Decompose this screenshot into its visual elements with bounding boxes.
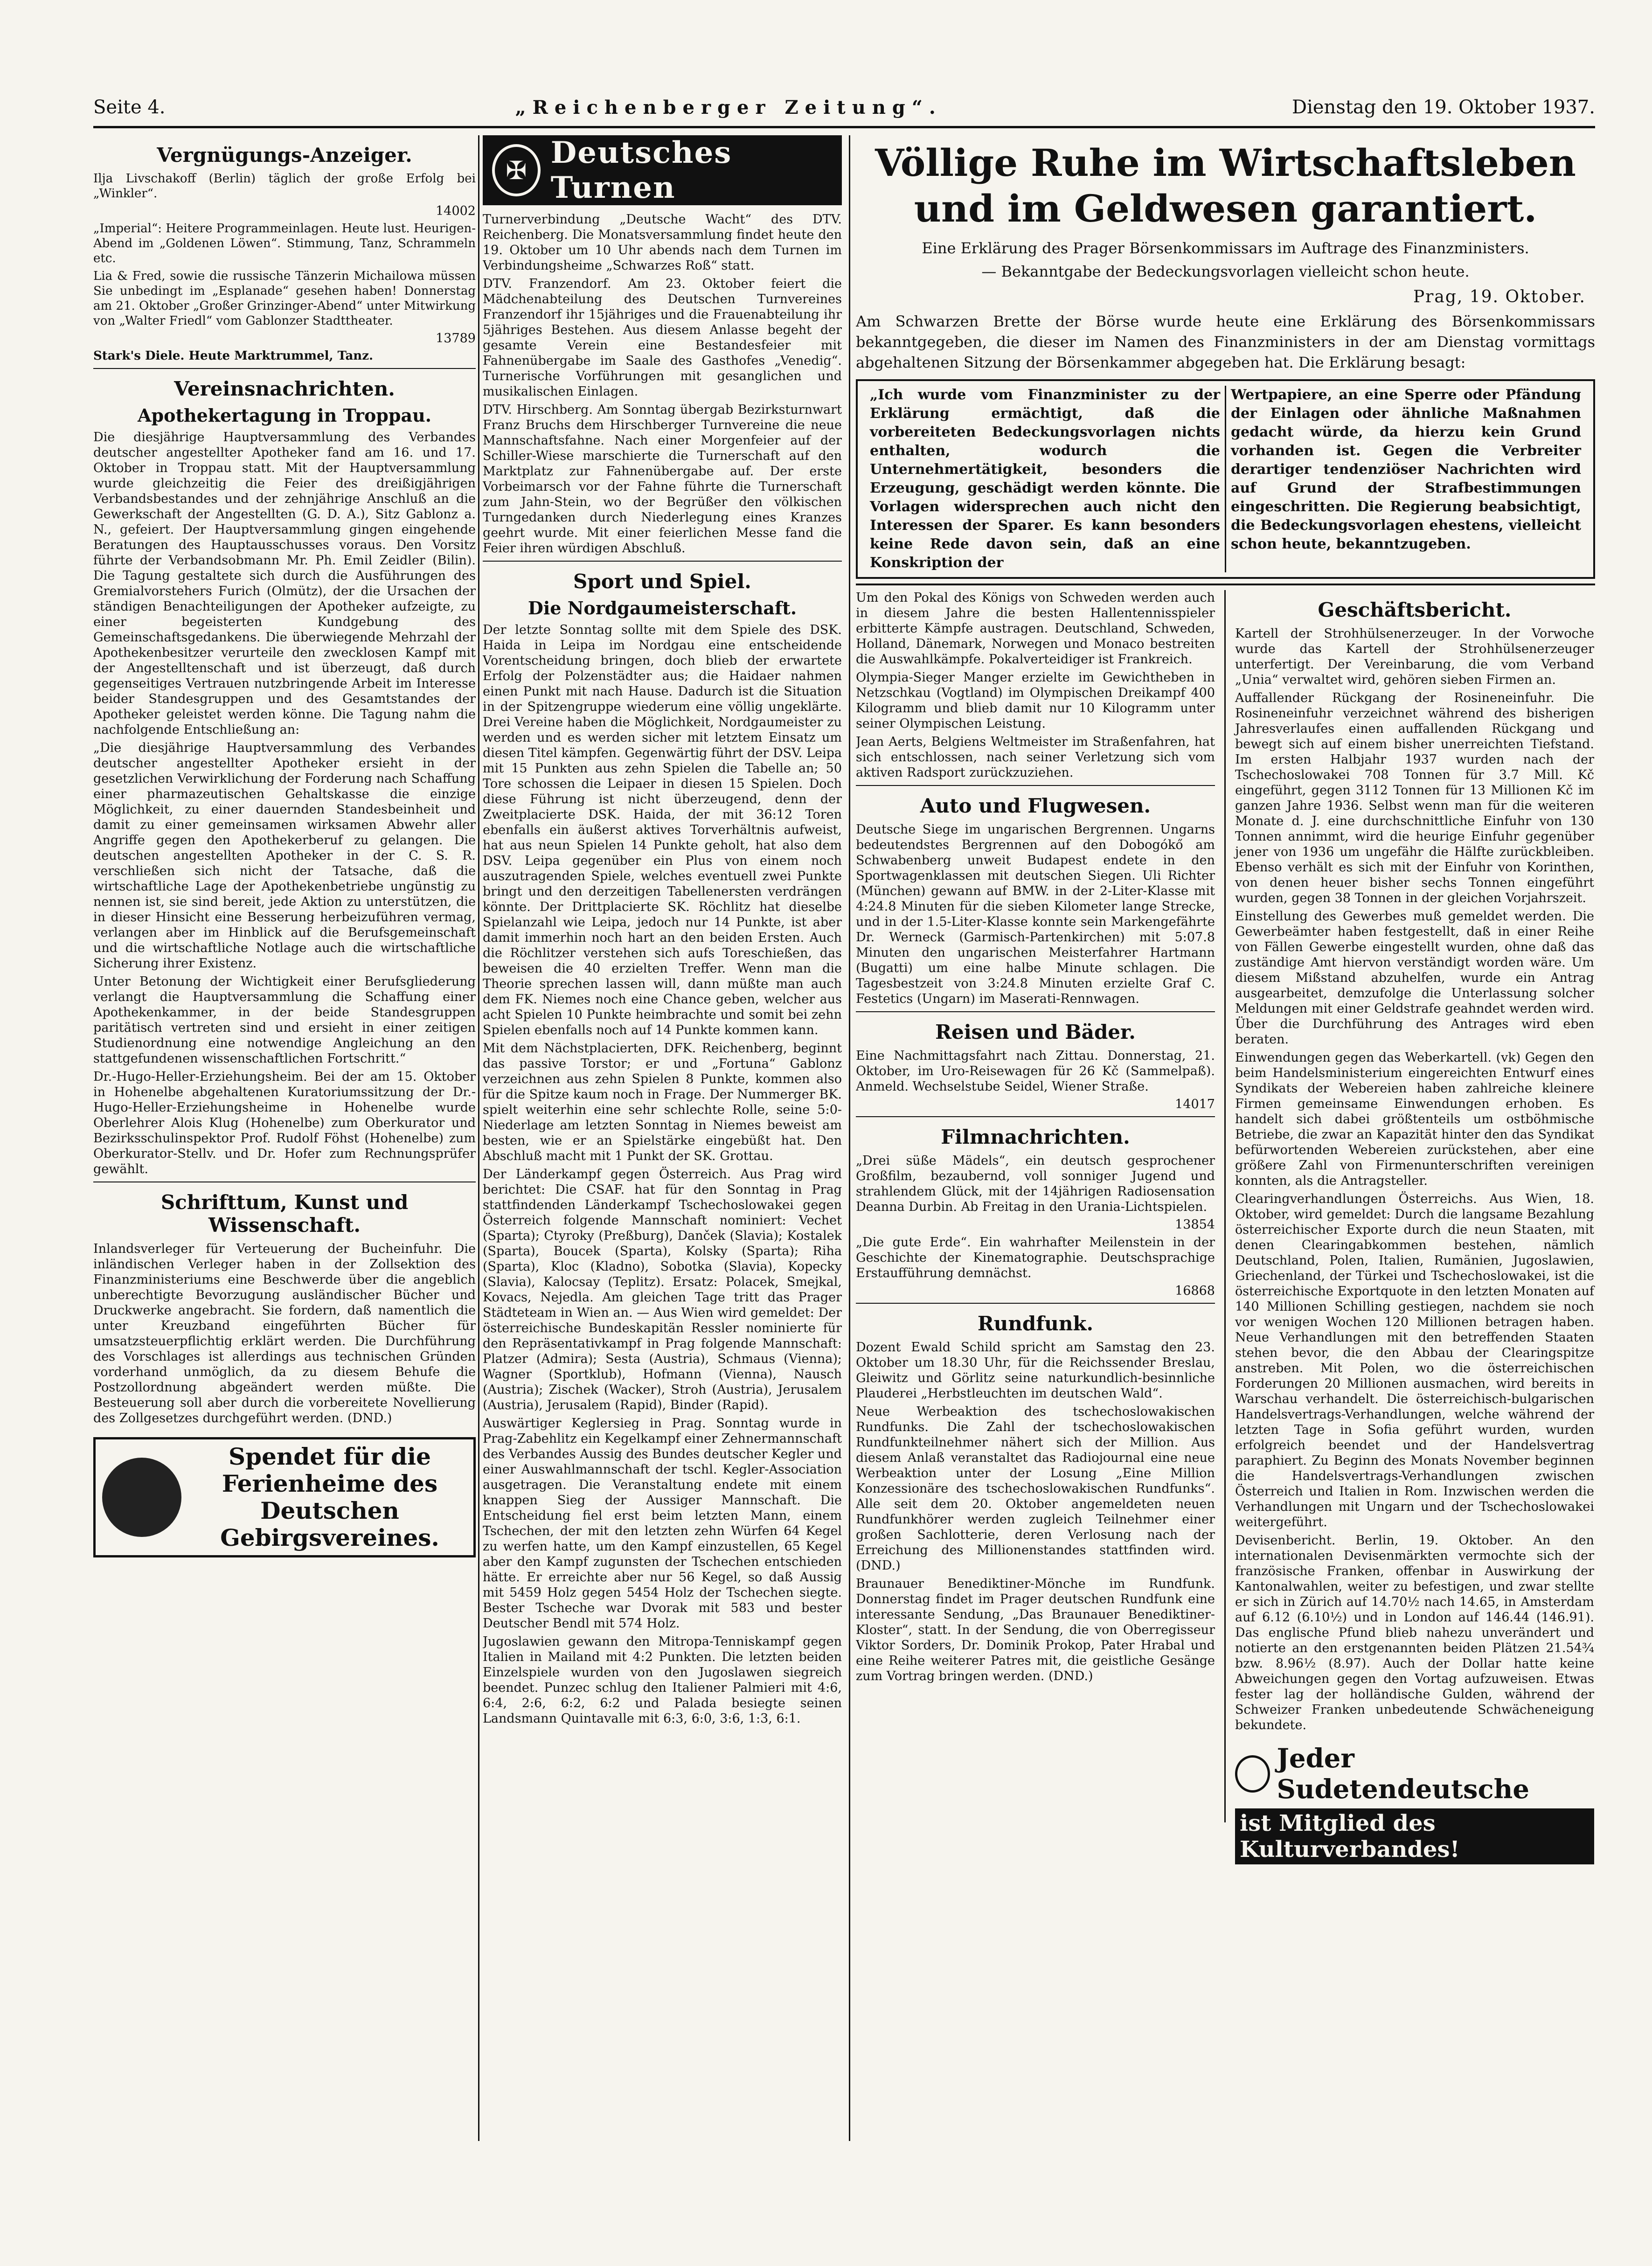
article-text: Auffallender Rückgang der Rosineneinfuhr. Die Rosineneinfuhr verzeichnet während des bisherigen Jahresverlaufes einen auffallenden Rückgang und bewegt sich auf einem bisher unerreichten Tiefstand. Im ersten Halbjahr 1937 wurden nach der Tschechoslowakei 708 Tonnen für 3.7 Mill. Kč eingeführt, gegen 3112 Tonnen für 13 Millionen Kč im ganzen Jahre 1936. Selbst wenn man für die weiteren Monate d. J. eine durchschnittliche Einfuhr von 130 Tonnen annimmt, wird die heurige Einfuhr gegenüber jener von 1936 um ungefähr die Hälfte zurückbleiben. Ebenso verhält es sich mit der Einfuhr von Korinthen, von denen heuer bisher sechs Tonnen eingeführt wurden, gegen 38 Tonnen in der gleichen Vorjahrszeit. <box>1235 691 1594 905</box>
article-text: Einstellung des Gewerbes muß gemeldet werden. Die Gewerbeämter haben festgestellt, daß in einer Reihe von Fällen Gewerbe eingestellt wurden, ohne daß das zuständige Amt hiervon verständigt worden wäre. Um diesem Mißstand abzuhelfen, wurde ein Antrag ausgearbeitet, demzufolge die Unterlassung solcher Meldungen mit einer Geldstrafe geahndet werden wird. Über die Durchführung des Antrages wird eben beraten. <box>1235 909 1594 1047</box>
ad-text: Spendet für die Ferienheime des Deutschen Gebirgsvereines. <box>220 1443 439 1551</box>
article-text: Einwendungen gegen das Weberkartell. (vk) Gegen den beim Handelsministerium eingereichten Entwurf eines Syndikats der Webereien haben zahlreiche kleinere Firmen gemeinsame Einwendungen erhoben. Es handelt sich dabei größtenteils um ostböhmische Betriebe, die zwar an Kapazität hinter den das Syndikat befürwortenden Webereien zurückstehen, aber eine größere Zahl von Firmenunterschriften vereinigen konnten, als die Antragsteller. <box>1235 1050 1594 1188</box>
subcolumn-left <box>856 590 1224 1822</box>
article-text: Der Länderkampf gegen Österreich. Aus Prag wird berichtet: Die CSAF. hat für den Sonntag in Prag stattfindenden Länderkampf Tschechoslowakei gegen Österreich folgende Mannschaft nominiert: Vechet (Sparta); Ctyroky (Preßburg), Danček (Slavia); Kostalek (Sparta), Boucek (Sparta), Kolsky (Sparta); Riha (Sparta), Kloc (Kladno), Sobotka (Slavia), Kopecky (Slavia), Kalocsay (Teplitz). Ersatz: Polacek, Smejkal, Kovacs, Nejedla. Am gleichen Tage tritt das Prager Städteteam in Wien an. — Aus Wien wird gemeldet: Der österreichische Bundeskapitän Ressler nominierte für den Repräsentativkampf in Prag folgende Mannschaft: Platzer (Admira); Sesta (Austria), Schmaus (Vienna); Wagner (Sportklub), Hofmann (Vienna), Nausch (Austria); Zischek (Wacker), Stroh (Austria), Jerusalem (Austria), Jerusalem (Rapid), Binder (Rapid). <box>483 1167 842 1412</box>
article-text: Deutsche Siege im ungarischen Bergrennen. Ungarns bedeutendstes Bergrennen auf den Dobogókő am Schwabenberg unweit Budapest endete in den Sportwagenklassen mit deutschen Siegen. Uli Richter (München) gewann auf BMW. in der 2-Liter-Klasse mit 4:24.8 Minuten für die sieben Kilometer lange Strecke, und in der 1.5-Liter-Klasse konnte sein Markengefährte Dr. Werneck (Garmisch-Partenkirchen) mit 5:07.8 Minuten den ungarischen Meisterfahrer Hartmann (Bugatti) um eine halbe Minute schlagen. Die Tagesbestzeit von 3:24.8 Minuten erzielte Graf C. Festetics (Ungarn) im Maserati-Rennwagen. <box>856 822 1215 1006</box>
article-text: Jugoslawien gewann den Mitropa-Tenniskampf gegen Italien in Mailand mit 4:2 Punkten. Die letzten beiden Einzelspiele wurden von den Jugoslawen siegreich beendet. Punzec schlug den Italiener Palmieri mit 4:6, 6:4, 2:6, 6:2, 6:2 und Palada besiegte seinen Landsmann Quintavalle mit 6:3, 6:0, 3:6, 1:3, 6:1. <box>483 1634 842 1726</box>
declaration-text: „Ich wurde vom Finanzminister zu der Erklärung ermächtigt, daß die vorbereiteten Bedeckungsvorlagen nichts enthalten, wodurch die Unternehmertätigkeit, besonders die Erzeugung, geschädigt werden könnte. Die Vorlagen widersprechen auch nicht den Interessen der Sparer. Es kann besonders keine Rede davon sein, daß an eine Konskription der <box>870 387 1220 571</box>
section-banner <box>483 135 842 205</box>
dateline: Prag, 19. Oktober. <box>1413 287 1586 306</box>
article-title: Die Nordgaumeisterschaft. <box>528 598 797 619</box>
divider <box>856 1011 1215 1012</box>
page-header <box>93 91 1595 124</box>
divider <box>856 1303 1215 1304</box>
article-text: Neue Werbeaktion des tschechoslowakischen Rundfunks. Die Zahl der tschechoslowakischen Rundfunkteilnehmer nähert sich der Million. Aus diesem Anlaß veranstaltet das Radiojournal eine neue Werbeaktion unter der Losung „Eine Million Konzessionäre des tschechoslowakischen Rundfunks“. Alle seit dem 20. Oktober angemeldeten neuen Rundfunkhörer werden zugleich Teilnehmer einer großen Sachlotterie, deren Verlosung nach der Erreichung des Millionenstandes stattfinden wird. (DND.) <box>856 1404 1215 1573</box>
article-text: Die diesjährige Hauptversammlung des Verbandes deutscher angestellter Apotheker fand am 16. und 17. Oktober in Troppau statt. Mit der Hauptversammlung wurde gleichzeitig die Feier des dreißigjährigen Verbandsbestandes und der zehnjährige Anschluß an die Gewerkschaft der Angestellten (G. D. A.), Sitz Gablonz a. N., gefeiert. Der Hauptversammlung gingen eingehende Beratungen des Hauptausschusses voraus. Den Vorsitz führte der Verbandsobmann Mr. Ph. Emil Zeidler (Bilin). Die Tagung gestaltete sich durch die Ausführungen des Gremialvorstehers Furich (Olmütz), der die Ursachen der ständigen Benachteiligungen der Apotheker aufzeigte, zu einer begeisterten Kundgebung des Gemeinschaftsgedankens. Die überwiegende Mehrzahl der Apothekenbesitzer verurteile den zwecklosen Kampf mit der Angestelltenschaft und ist überzeugt, daß durch gegenseitiges Vertrauen nutzbringende Arbeit im Interesse beider Standesgruppen und des Gesamtstandes der Apotheker geleistet werden könne. Die Tagung nahm die nachfolgende Entschließung an: <box>93 430 476 737</box>
subcolumns <box>856 590 1595 1863</box>
issue-date: Dienstag den 19. Oktober 1937. <box>1292 97 1595 118</box>
section-title: Sport und Spiel. <box>573 570 751 593</box>
lead-text: Am Schwarzen Brette der Börse wurde heute eine Erklärung des Börsenkommissars bekanntgegeben, die dieser im Namen des Finanzministers in der am Dienstag vormittags abgehaltenen Sitzung der Börsenkammer abgegeben hat. Die Erklärung besagt: <box>856 313 1595 371</box>
advertisement-ferienheime <box>93 1437 476 1557</box>
section-title: Rundfunk. <box>977 1312 1094 1335</box>
ad-text: ist Mitglied des Kulturverbandes! <box>1235 1808 1594 1864</box>
article-text: DTV. Hirschberg. Am Sonntag übergab Bezirksturnwart Franz Bruchs dem Hirschberger Turnvereine die neue Mannschaftsfahne. Nach einer Morgenfeier auf der Schiller-Wiese marschierte die Turnerschaft auf den Marktplatz zur Fahnenübergabe auf. Der erste Vorbeimarsch vor der Fahne führte die Turnerschaft zum Jahn-Stein, wo der Begrüßer den völkischen Turngedanken durch Niederlegung eines Kranzes geehrt wurde. Mit einer feierlichen Messe fand die Feier ihren würdigen Abschluß. <box>483 403 842 556</box>
ad-number: 14017 <box>1175 1097 1215 1112</box>
masthead: „Reichenberger Zeitung“. <box>515 96 942 118</box>
column-2 <box>483 135 842 2141</box>
article-text: Devisenbericht. Berlin, 19. Oktober. An den internationalen Devisenmärkten vermochte sich der französische Franken, offenbar in Auswirkung der Kantonalwahlen, weiter zu befestigen, und zwar stellte er sich in Zürich auf 14.70½ nach 14.65, in Amsterdam auf 6.12 (6.10½) und in London auf 146.44 (146.91). Das englische Pfund blieb nahezu unverändert und notierte an den erstgenannten beiden Plätzen 21.54¾ bzw. 8.96½ (8.97). Auch der Dollar hatte keine Abweichungen gegen den Vortag aufzuweisen. Etwas fester lag der holländische Gulden, während der Schweizer Franken unbedeutende Schwächeneigung bekundete. <box>1235 1533 1594 1732</box>
section-title: Vergnügungs-Anzeiger. <box>157 144 412 167</box>
section-title: Reisen und Bäder. <box>935 1021 1136 1043</box>
deck-line: — Bekanntgabe der Bedeckungsvorlagen vielleicht schon heute. <box>981 263 1470 280</box>
section-title: Vereinsnachrichten. <box>174 377 395 400</box>
divider <box>856 1116 1215 1117</box>
page-number: Seite 4. <box>93 97 166 118</box>
divider <box>856 785 1215 786</box>
section-title: Schrifttum, Kunst und Wissenschaft. <box>160 1191 409 1237</box>
article-text: Olympia-Sieger Manger erzielte im Gewichtheben in Netzschkau (Vogtland) im Olympischen Dreikampf 400 Kilogramm und blieb damit nur 10 Kilogramm unter seiner Olympischen Leistung. <box>856 670 1215 731</box>
article-text: Auswärtiger Keglersieg in Prag. Sonntag wurde in Prag-Zabehlitz ein Kegelkampf einer Zehnermannschaft des Verbandes Aussig des Bundes deutscher Kegler und einer Auswahlmannschaft der tschl. Kegler-Association ausgetragen. Die Veranstaltung endete mit einem knappen Sieg der Aussiger Mannschaft. Die Entscheidung fiel erst beim letzten Mann, einem Tschechen, der mit den letzten zehn Würfen 64 Kegel zu werfen hatte, um den Kampf einzustellen, 65 Kegel aber den Kampf zugunsten der Tschechen entschieden hätte. Er erreichte aber nur 56 Kegel, so daß Aussig mit 5459 Holz gegen 5454 Holz der Tschechen siegte. Bester Tscheche war Dvorak mit 583 und bester Deutscher Bendl mit 574 Holz. <box>483 1416 842 1631</box>
kulturverband-logo-icon <box>1235 1755 1270 1793</box>
article-text: Unter Betonung der Wichtigkeit einer Berufsgliederung verlangt die Hauptversammlung die Schaffung einer Apothekenkammer, in der beide Standesgruppen paritätisch vertreten sind und ersieht in einer zeitigen Studienordnung eine notwendige Angleichung an den stattgefundenen wissenschaftlichen Fortschritt.“ <box>93 974 476 1066</box>
article-text: Kartell der Strohhülsenerzeuger. In der Vorwoche wurde das Kartell der Strohhülsenerzeuger unterfertigt. Der Vereinbarung, die vom Verband „Unia“ verwaltet wird, gehören sieben Firmen an. <box>1235 626 1594 687</box>
article-text: „Die gute Erde“. Ein wahrhafter Meilenstein in der Geschichte der Kinematographie. Deutschsprachige Erstaufführung demnächst. <box>856 1235 1215 1280</box>
right-block <box>856 135 1595 2141</box>
article-text: „Imperial“: Heitere Programmeinlagen. Heute lust. Heurigen-Abend im „Goldenen Löwen“. Stimmung, Tanz, Schrammeln etc. <box>93 222 476 265</box>
article-text: Inlandsverleger für Verteuerung der Bucheinfuhr. Die inländischen Verleger haben in der Zollsektion des Finanzministeriums eine Beschwerde über die angeblich unberechtigte Bevorzugung ausländischer Bücher und Druckwerke angebracht. Sie fordern, daß namentlich die unter Kreuzband eingeführten Bücher für umsatzsteuerpflichtig erklärt werden. Die Durchführung des Vorschlages ist allerdings aus technischen Gründen vorderhand unmöglich, da zu diesem Behufe die Postzollordnung abgeändert werden müßte. Die Besteuerung soll aber durch die vorbereitete Novellierung des Zollgesetzes durchgeführt werden. (DND.) <box>93 1242 476 1425</box>
ad-line <box>1235 1743 1594 1805</box>
declaration-text: Wertpapiere, an eine Sperre oder Pfändung der Einlagen oder ähnliche Maßnahmen gedacht würde, da hierzu kein Grund vorhanden ist. Gegen die Verbreiter derartiger tendenziöser Nachrichten wird auf Grund der Strafbestimmungen eingeschritten. Die Regierung beabsichtigt, die Bedeckungsvorlagen ehestens, vielleicht schon heute, bekanntzugeben. <box>1225 386 1586 572</box>
article-text: Turnerverbindung „Deutsche Wacht“ des DTV. Reichenberg. Die Monatsversammlung findet heute den 19. Oktober um 10 Uhr abends nach dem Turnen im Verbindungsheime „Schwarzes Roß“ statt. <box>483 212 842 273</box>
subcolumn-right <box>1224 590 1594 1863</box>
column-rule <box>478 135 479 2141</box>
article-text: Mit dem Nächstplacierten, DFK. Reichenberg, beginnt das passive Torstor; er und „Fortuna“ Gablonz verzeichnen aus zehn Spielen 8 Punkte, kommen also für die Spitze kaum noch in Frage. Der Nummerger BK. spielt weiterhin eine sehr schlechte Rolle, seine 5:0-Niederlage am letzten Sonntag in Niemes beweist am besten, wie er an Spielstärke eingebüßt hat. Den Abschluß macht mit 1 Punkt der SK. Grottau. <box>483 1041 842 1163</box>
article-text: „Drei süße Mädels“, ein deutsch gesprochener Großfilm, bezaubernd, voll sonniger Jugend und strahlendem Glück, mit der 14jährigen Radiosensation Deanna Durbin. Ab Freitag in den Urania-Lichtspielen. <box>856 1154 1215 1214</box>
header-rule <box>93 126 1595 128</box>
ad-text: Jeder Sudetendeutsche <box>1277 1743 1529 1805</box>
article-text: Eine Nachmittagsfahrt nach Zittau. Donnerstag, 21. Oktober, im Uro-Reisewagen für 26 Kč (Sammelpaß). Anmeld. Wechselstube Seidel, Wiener Straße. <box>856 1049 1215 1094</box>
ad-number: 14002 <box>436 204 476 218</box>
article-text: Stark's Diele. Heute Marktrummel, Tanz. <box>93 349 374 363</box>
main-headline: Völlige Ruhe im Wirtschaftsleben und im Geldwesen garantiert. <box>875 141 1576 230</box>
column-1 <box>93 135 476 2141</box>
banner-title: Deutsches Turnen <box>550 135 732 205</box>
divider <box>856 584 1595 585</box>
column-rule <box>849 135 850 2141</box>
article-title: Apothekertagung in Troppau. <box>138 405 431 426</box>
advertisement-kulturverband <box>1235 1743 1594 1863</box>
article-text: Dr.-Hugo-Heller-Erziehungsheim. Bei der am 15. Oktober in Hohenelbe abgehaltenen Kuratoriumssitzung der Dr.-Hugo-Heller-Erziehungsheime in Hohenelbe wurde Oberlehrer Alois Klug (Hohenelbe) zum Oberkurator und Bezirksschulinspektor Prof. Rudolf Föhst (Hohenelbe) zum Oberkurator-Stellv. und Dr. Hofer zum Rechnungsprüfer gewählt. <box>93 1070 476 1176</box>
article-text: „Die diesjährige Hauptversammlung des Verbandes deutscher angestellter Apotheker ersieht in der gesetzlichen Verwirklichung der Forderung nach Schaffung einer pharmazeutischen Gehaltskasse die einzige Möglichkeit, zu einer dauernden Standesbeinheit und damit zu einer gemeinsamen wirksamen Abwehr aller Angriffe gegen den Apothekerberuf zu gelangen. Die deutschen angestellten Apotheker in der C. S. R. verschließen sich nicht der Tatsache, daß die wirtschaftliche Lage der Apothekenbetriebe ungünstig zu nennen ist, sie sind bereit, jede Aktion zu unterstützen, die in dieser Hinsicht eine Besserung herbeizuführen vermag, verlangen aber im Hinblick auf die Berufsgemeinschaft und die wirtschaftliche Notlage auch die wirtschaftliche Sicherung ihrer Existenz. <box>93 741 476 971</box>
declaration-box <box>856 379 1595 579</box>
article-text: Lia & Fred, sowie die russische Tänzerin Michailowa müssen Sie unbedingt im „Esplanade“ gesehen haben! Donnerstag am 21. Oktober „Großer Grinzinger-Abend“ unter Mitwirkung von „Walter Friedl“ vom Gablonzer Stadttheater. <box>93 269 476 328</box>
turner-cross-icon: ✠ <box>492 144 541 196</box>
ad-number: 13854 <box>1175 1217 1215 1232</box>
deck-line: Eine Erklärung des Prager Börsenkommissars im Auftrage des Finanzministers. <box>922 239 1529 257</box>
emblem-icon <box>102 1458 181 1537</box>
section-title: Filmnachrichten. <box>941 1126 1130 1148</box>
article-text: Clearingverhandlungen Österreichs. Aus Wien, 18. Oktober, wird gemeldet: Durch die langsame Bezahlung österreichischer Exporte durch die neun Staaten, mit denen Clearingabkommen bestehen, nämlich Deutschland, Polen, Italien, Rumänien, Jugoslawien, Griechenland, der Türkei und Tschechoslowakei, ist die österreichische Exportquote in den letzten Monaten auf 140 Millionen Schilling gestiegen, nachdem sie noch vor wenigen Wochen 120 Millionen betragen haben. Neue Verhandlungen mit den betreffenden Staaten stehen bevor, die den Abbau der Clearingspitze anstreben. Mit Polen, wo die österreichischen Forderungen 20 Millionen ausmachen, wird bereits in Warschau verhandelt. Die österreichisch-bulgarischen Handelsvertrags-Verhandlungen, welche während der letzten Tage in Sofia geführt wurden, wurden erfolgreich beendet und der Handelsvertrag paraphiert. Zu Beginn des Monats November beginnen die Handelsvertrags-Verhandlungen zwischen Österreich und Italien in Rom. Inzwischen werden die Verhandlungen mit Ungarn und der Tschechoslowakei weitergeführt. <box>1235 1192 1594 1529</box>
article-text: Braunauer Benediktiner-Mönche im Rundfunk. Donnerstag findet im Prager deutschen Rundfunk eine interessante Sendung, „Das Braunauer Benediktiner-Kloster“, statt. In der Sendung, die von Oberregisseur Viktor Sorders, Dr. Dominik Prokop, Pater Hrabal und eine Reihe weiterer Patres mit, die geistliche Gesänge zum Vortrag bringen werden. (DND.) <box>856 1577 1215 1683</box>
divider <box>93 368 476 369</box>
ad-number: 13789 <box>436 331 476 346</box>
article-text: Jean Aerts, Belgiens Weltmeister im Straßenfahren, hat sich entschlossen, nach seiner Verletzung sich vom aktiven Radsport zurückzuziehen. <box>856 735 1215 780</box>
section-title: Auto und Flugwesen. <box>920 794 1151 817</box>
article-text: Um den Pokal des Königs von Schweden werden auch in diesem Jahre die besten Hallentennisspieler erbitterte Kämpfe austragen. Deutschland, Schweden, Holland, Dänemark, Norwegen und Monaco bestreiten die Auswahlkämpfe. Pokalverteidiger ist Frankreich. <box>856 591 1215 667</box>
article-text: DTV. Franzendorf. Am 23. Oktober feiert die Mädchenabteilung des Deutschen Turnvereines Franzendorf ihr 15jähriges und die Frauenabteilung ihr 5jähriges Bestehen. Aus diesem Anlasse begeht der gesamte Verein eine Bestandesfeier mit Fahnenübergabe im Saale des Gasthofes „Venedig“. Turnerische Vorführungen mit gesanglichen und musikalischen Einlagen. <box>483 277 842 399</box>
article-text: Der letzte Sonntag sollte mit dem Spiele des DSK. Haida in Leipa im Nordgau eine entscheidende Vorentscheidung bringen, doch blieb der erwartete Erfolg der Polzenstädter aus; die Haidaer nahmen einen Punkt mit nach Hause. Dadurch ist die Situation in der Spitzengruppe wiederum eine völlig ungeklärte. Drei Vereine haben die Möglichkeit, Nordgaumeister zu werden und es werden sicher mit letztem Einsatz um diesen Titel kämpfen. Gegenwärtig führt der DSV. Leipa mit 15 Punkten aus zehn Spielen die Tabelle an; 50 Tore schossen die Leipaer in diesen 15 Spielen. Doch diese Führung ist nicht überzeugend, denn der Zweitplacierte DSK. Haida, der mit 36:12 Toren ebenfalls ein äußerst aktives Torverhältnis aufweist, hat aus neun Spielen 14 Punkte geholt, hat also dem DSV. Leipa gegenüber ein Plus von einem noch auszutragenden Spiele, welches eventuell zwei Punkte bringt und den derzeitigen Tabellenersten verdrängen könnte. Der Drittplacierte SK. Röchlitz hat dieselbe Spielanzahl wie Leipa, jedoch nur 14 Punkte, ist aber damit immerhin noch hart an den beiden Ersten. Auch die Röchlitzer verstehen sich aufs Toreschießen, das beweisen die 40 erzielten Treffer. Wenn man die Theorie sprechen lassen will, dann müßte man auch dem FK. Niemes noch eine Chance geben, welcher aus acht Spielen 10 Punkte heimbrachte und somit bei zehn Spielen ebenfalls noch auf 14 Punkte kommen kann. <box>483 623 842 1037</box>
article-text: Ilja Livschakoff (Berlin) täglich der große Erfolg bei „Winkler“. <box>93 172 476 201</box>
section-title: Geschäftsbericht. <box>1318 598 1512 621</box>
divider <box>483 561 842 562</box>
ad-number: 16868 <box>1175 1284 1215 1298</box>
article-text: Dozent Ewald Schild spricht am Samstag den 23. Oktober um 18.30 Uhr, für die Reichssender Breslau, Gleiwitz und Görlitz seine naturkundlich-besinnliche Plauderei „Herbstleuchten im deutschen Wald“. <box>856 1340 1215 1401</box>
